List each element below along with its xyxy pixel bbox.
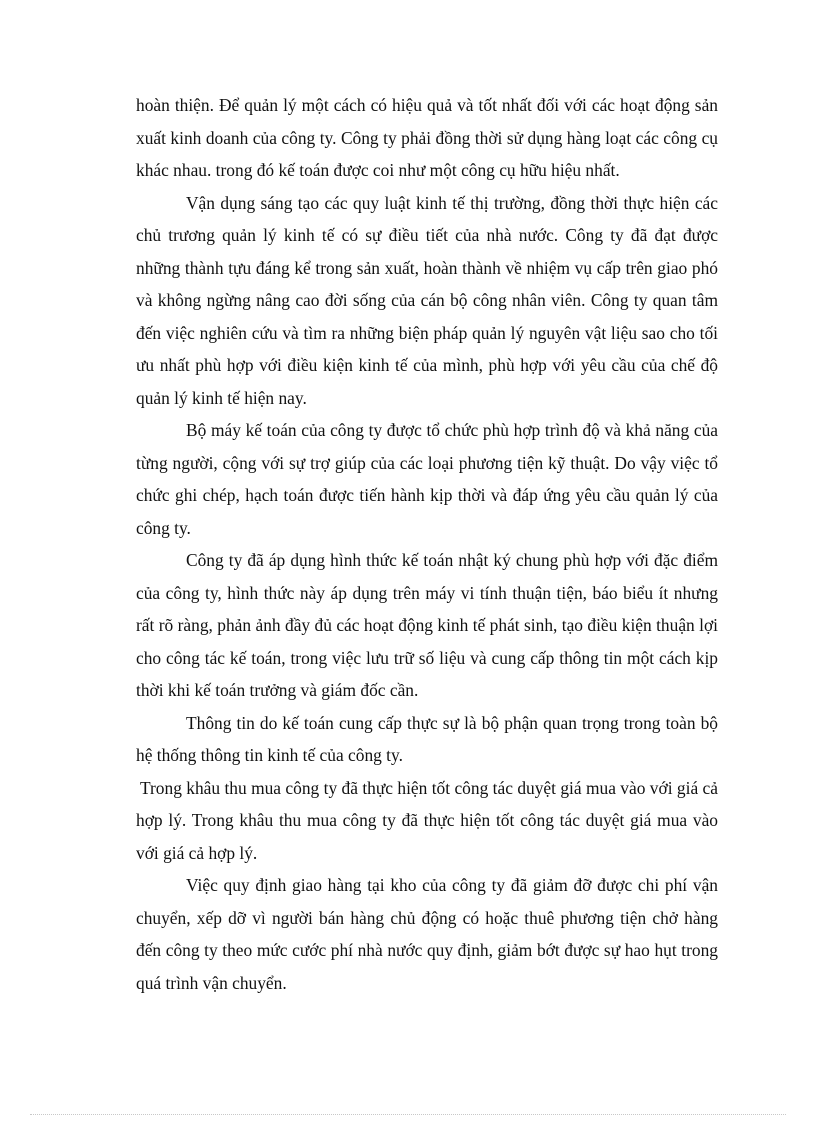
paragraph-delivery: Việc quy định giao hàng tại kho của công ty đã giảm đỡ được chi phí vận chuyển, xếp dỡ vì người bán hàng chủ động có hoặc thuê phương tiện chở hàng đến công ty theo mức cước phí nhà nước quy định, giảm bớt được sự hao hụt trong quá trình vận chuyển. [136, 875, 718, 993]
paragraph-accounting-apparatus: Bộ máy kế toán của công ty được tổ chức phù hợp trình độ và khả năng của từng người, cộng với sự trợ giúp của các loại phương tiện kỹ thuật. Do vậy việc tổ chức ghi chép, hạch toán được tiến hành kịp thời và đáp ứng yêu cầu quản lý của công ty. [136, 420, 718, 538]
paragraph-information: Thông tin do kế toán cung cấp thực sự là bộ phận quan trọng trong toàn bộ hệ thống thông tin kinh tế của công ty. [136, 712, 718, 765]
document-page [136, 89, 718, 999]
paragraph-general-journal: Công ty đã áp dụng hình thức kế toán nhật ký chung phù hợp với đặc điểm của công ty, hình thức này áp dụng trên máy vi tính thuận tiện, báo biểu ít nhưng rất rõ ràng, phản ảnh đầy đủ các hoạt động kinh tế phát sinh, tạo điều kiện thuận lợi cho công tác kế toán, trong việc lưu trữ số liệu và cung cấp thông tin một cách kịp thời khi kế toán trưởng và giám đốc cần. [136, 550, 718, 700]
paragraph-market-laws: Vận dụng sáng tạo các quy luật kinh tế thị trường, đồng thời thực hiện các chủ trương quản lý kinh tế có sự điều tiết của nhà nước. Công ty đã đạt được những thành tựu đáng kể trong sản xuất, hoàn thành về nhiệm vụ cấp trên giao phó và không ngừng nâng cao đời sống của cán bộ công nhân viên. Công ty quan tâm đến việc nghiên cứu và tìm ra những biện pháp quản lý nguyên vật liệu sao cho tối ưu nhất phù hợp với điều kiện kinh tế của mình, phù hợp với yêu cầu của chế độ quản lý kinh tế hiện nay. [136, 192, 718, 408]
page-bottom-divider [30, 1114, 786, 1115]
paragraph-intro: hoàn thiện. Để quản lý một cách có hiệu quả và tốt nhất đối với các hoạt động sản xuất kinh doanh của công ty. Công ty phải đồng thời sử dụng hàng loạt các công cụ khác nhau. trong đó kế toán được coi như một công cụ hữu hiệu nhất. [136, 95, 718, 180]
paragraph-purchasing: Trong khâu thu mua công ty đã thực hiện tốt công tác duyệt giá mua vào với giá cả hợp lý. Trong khâu thu mua công ty đã thực hiện tốt công tác duyệt giá mua vào với giá cả hợp lý. [136, 777, 718, 863]
